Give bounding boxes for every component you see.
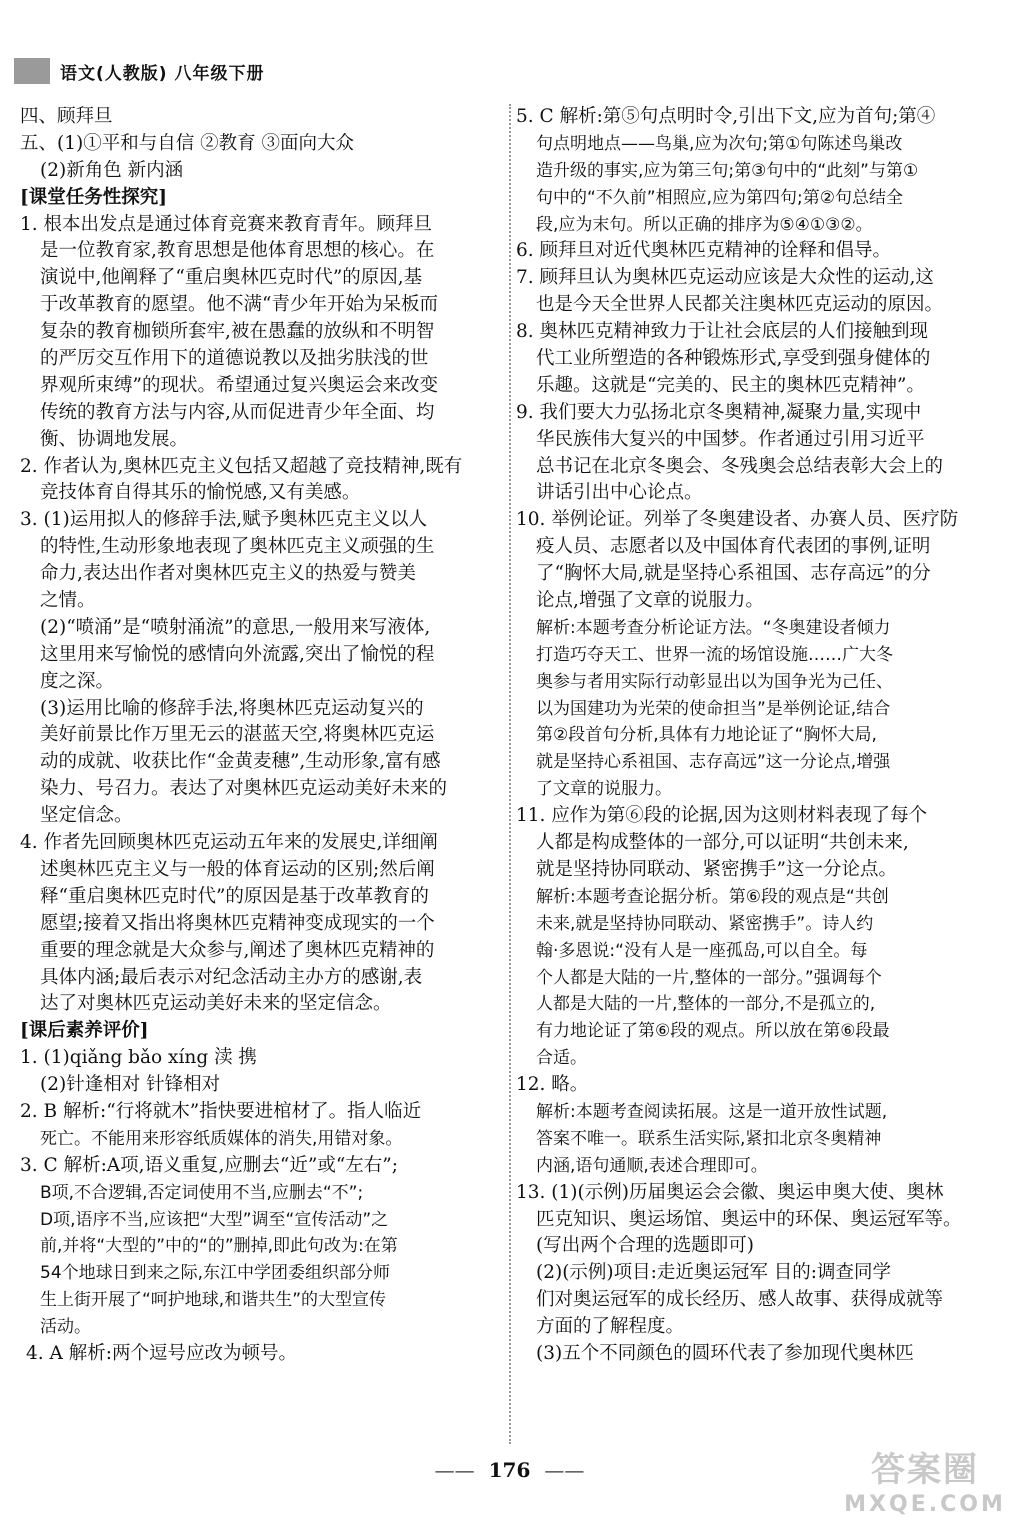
text-line: 4. 作者先回顾奥林匹克运动五年来的发展史,详细阐 (20, 832, 438, 854)
text-line: 就是坚持协同联动、紧密携手”这一分论点。 (536, 858, 897, 880)
text-line: 传统的教育方法与内容,从而促进青少年全面、均 (40, 401, 435, 423)
watermark-line2: MXQE.COM (844, 1492, 1006, 1517)
text-line: 论点,增强了文章的说服力。 (536, 590, 764, 612)
text-line: 8. 奥林匹克精神致力于让社会底层的人们接触到现 (516, 321, 929, 343)
text-line: 活动。 (40, 1317, 91, 1338)
text-line: 华民族伟大复兴的中国梦。作者通过引用习近平 (536, 428, 925, 450)
text-line: 以为国建功为光荣的使命担当”是举例论证,结合 (536, 698, 891, 719)
text-line: 匹克知识、奥运场馆、奥运中的环保、奥运冠军等。 (536, 1208, 962, 1230)
text-line: 动的成就、收获比作“金黄麦穗”,生动形象,富有感 (40, 751, 441, 773)
text-line: (2)(示例)项目:走近奥运冠军 目的:调查同学 (536, 1262, 891, 1284)
text-line: (3)五个不同颜色的圆环代表了参加现代奥林匹 (536, 1342, 914, 1364)
text-line: 3. (1)运用拟人的修辞手法,赋予奥林匹克主义以人 (20, 509, 428, 531)
text-line: 7. 顾拜旦认为奥林匹克运动应该是大众性的运动,这 (516, 267, 934, 289)
page-number: 176 (488, 1458, 531, 1482)
text-line: (2)针逢相对 针锋相对 (40, 1074, 221, 1096)
text-line: 死亡。不能用来形容纸质媒体的消失,用错对象。 (40, 1128, 403, 1149)
text-line: 奥参与者用实际行动彰显出以为国争光为己任、 (536, 671, 893, 692)
text-line: 答案不唯一。联系生活实际,紧扣北京冬奥精神 (536, 1128, 882, 1149)
text-line: 乐趣。这就是“完美的、民主的奥林匹克精神”。 (536, 374, 925, 396)
text-line: 13. (1)(示例)历届奥运会会徽、奥运申奥大使、奥林 (516, 1181, 944, 1203)
text-line: 竞技体育自得其乐的愉悦感,又有美感。 (40, 482, 361, 504)
text-line: 第②段首句分析,具体有力地论证了“胸怀大局, (536, 725, 877, 746)
text-line: 了“胸怀大局,就是坚持心系祖国、志存高远”的分 (536, 563, 931, 585)
text-line: 2. B 解析:“行将就木”指快要进棺材了。指人临近 (20, 1100, 422, 1122)
text-line: 坚定信念。 (40, 805, 133, 827)
text-line: 54个地球日到来之际,东江中学团委组织部分师 (40, 1263, 391, 1284)
text-line: 重要的理念就是大众参与,阐述了奥林匹克精神的 (40, 939, 435, 961)
text-line: D项,语序不当,应该把“大型”调至“宣传活动”之 (40, 1209, 389, 1230)
footer-dash-right: —— (544, 1458, 585, 1482)
text-line: [课堂任务性探究] (20, 186, 168, 208)
page-header (14, 58, 264, 84)
text-line: 五、(1)①平和与自信 ②教育 ③面向大众 (20, 132, 354, 154)
text-line: 句中的“不久前”相照应,应为第四句;第②句总结全 (536, 187, 903, 208)
text-line: 解析:本题考查分析论证方法。“冬奥建设者倾力 (536, 617, 891, 638)
text-line: 了文章的说服力。 (536, 779, 672, 800)
text-line: 1. 根本出发点是通过体育竞赛来教育青年。顾拜旦 (20, 213, 433, 235)
watermark-logo (840, 1448, 1010, 1528)
text-line: 方面的了解程度。 (536, 1316, 685, 1338)
text-line: 人都是大陆的一片,整体的一部分,不是孤立的, (536, 994, 876, 1015)
text-line: 度之深。 (40, 670, 115, 692)
text-line: 具体内涵;最后表示对纪念活动主办方的感谢,表 (40, 966, 423, 988)
text-line: 内涵,语句通顺,表述合理即可。 (536, 1155, 768, 1176)
header-title: 语文(人教版) 八年级下册 (60, 63, 265, 84)
text-line: 述奥林匹克主义与一般的体育运动的区别;然后阐 (40, 858, 435, 880)
text-line: 命力,表达出作者对奥林匹克主义的热爱与赞美 (40, 563, 416, 585)
text-line: 5. C 解析:第⑤句点明时令,引出下文,应为首句;第④ (516, 106, 936, 127)
text-line: 演说中,他阐释了“重启奥林匹克时代”的原因,基 (40, 267, 423, 289)
text-line: 代工业所塑造的各种锻炼形式,享受到强身健体的 (536, 348, 931, 370)
text-line: 们对奥运冠军的成长经历、感人故事、获得成就等 (536, 1289, 944, 1311)
text-line: 疫人员、志愿者以及中国体育代表团的事例,证明 (536, 536, 931, 558)
text-line: 衡、协调地发展。 (40, 428, 189, 450)
header-color-block (14, 58, 50, 84)
text-line: 9. 我们要大力弘扬北京冬奥精神,凝聚力量,实现中 (516, 401, 922, 423)
text-line: 3. C 解析:A项,语义重复,应删去“近”或“左右”; (20, 1154, 398, 1176)
text-line: 这里用来写愉悦的感情向外流露,突出了愉悦的程 (40, 643, 435, 665)
text-line: 11. 应作为第⑥段的论据,因为这则材料表现了每个 (516, 805, 928, 827)
right-column (516, 104, 998, 1368)
text-line: 解析:本题考查论据分析。第⑥段的观点是“共创 (536, 886, 889, 907)
text-line: 就是坚持心系祖国、志存高远”这一分论点,增强 (536, 752, 891, 773)
text-line: 释“重启奥林匹克时代”的原因是基于改革教育的 (40, 885, 429, 907)
text-line: 句点明地点——鸟巢,应为次句;第①句陈述鸟巢改 (536, 133, 903, 154)
text-line: 生上街开展了“呵护地球,和谐共生”的大型宣传 (40, 1290, 387, 1311)
text-line: 愿望;接着又指出将奥林匹克精神变成现实的一个 (40, 912, 435, 934)
text-line: 解析:本题考查阅读拓展。这是一道开放性试题, (536, 1101, 888, 1122)
footer-dash-left: —— (434, 1458, 475, 1482)
text-line: 也是今天全世界人民都关注奥林匹克运动的原因。 (536, 294, 944, 316)
text-line: 于改革教育的愿望。他不满“青少年开始为呆板而 (40, 294, 438, 316)
text-line: 4. A 解析:两个逗号应改为顿号。 (26, 1342, 298, 1364)
text-line: 造升级的事实,应为第三句;第③句中的“此刻”与第① (536, 160, 919, 181)
text-line: 合适。 (536, 1048, 587, 1069)
text-line: (写出两个合理的选题即可) (536, 1235, 754, 1257)
text-line: (2)“喷涌”是“喷射涌流”的意思,一般用来写液体, (40, 616, 431, 638)
text-line: 1. (1)qiǎng bǎo xíng 渎 携 (20, 1047, 257, 1069)
text-line: 讲话引出中心论点。 (536, 482, 703, 504)
text-line: 翰·多恩说:“没有人是一座孤岛,可以自全。每 (536, 940, 868, 961)
text-line: 染力、号召力。表达了对奥林匹克运动美好未来的 (40, 778, 448, 800)
text-line: 复杂的教育枷锁所套牢,被在愚蠢的放纵和不明智 (40, 321, 435, 343)
column-divider (509, 104, 511, 1444)
text-line: B项,不合逻辑,否定词使用不当,应删去“不”; (40, 1182, 364, 1203)
text-line: 美好前景比作万里无云的湛蓝天空,将奥林匹克运 (40, 724, 435, 746)
text-line: 段,应为末句。所以正确的排序为⑤④①③②。 (536, 214, 873, 235)
text-line: 前,并将“大型的”中的“的”删掉,即此句改为:在第 (40, 1236, 398, 1257)
text-line: 12. 略。 (516, 1074, 589, 1096)
text-line: 达了对奥林匹克运动美好未来的坚定信念。 (40, 993, 392, 1015)
text-line: 有力地论证了第⑥段的观点。所以放在第⑥段最 (536, 1021, 890, 1042)
watermark-line1: 答案圈 (871, 1450, 979, 1490)
text-line: 是一位教育家,教育思想是他体育思想的核心。在 (40, 240, 435, 262)
text-line: 的严厉交互作用下的道德说教以及拙劣肤浅的世 (40, 348, 429, 370)
text-line: 界观所束缚”的现状。希望通过复兴奥运会来改变 (40, 374, 438, 396)
text-line: (3)运用比喻的修辞手法,将奥林匹克运动复兴的 (40, 697, 424, 719)
text-line: 四、顾拜旦 (20, 106, 113, 127)
text-line: 个人都是大陆的一片,整体的一部分。”强调每个 (536, 967, 882, 988)
text-line: [课后素养评价] (20, 1020, 149, 1042)
left-column (20, 104, 496, 1368)
text-line: 2. 作者认为,奥林匹克主义包括又超越了竞技精神,既有 (20, 455, 463, 477)
text-line: 的特性,生动形象地表现了奥林匹克主义顽强的生 (40, 536, 435, 558)
text-line: 总书记在北京冬奥会、冬残奥会总结表彰大会上的 (536, 455, 944, 477)
text-line: 未来,就是坚持协同联动、紧密携手”。诗人约 (536, 913, 874, 934)
text-line: 6. 顾拜旦对近代奥林匹克精神的诠释和倡导。 (516, 240, 892, 262)
text-line: (2)新角色 新内涵 (40, 159, 184, 181)
text-line: 人都是构成整体的一部分,可以证明“共创未来, (536, 832, 909, 854)
text-line: 打造巧夺天工、世界一流的场馆设施……广大冬 (536, 644, 893, 665)
text-line: 10. 举例论证。列举了冬奥建设者、办赛人员、医疗防 (516, 509, 959, 531)
text-line: 之情。 (40, 590, 96, 612)
